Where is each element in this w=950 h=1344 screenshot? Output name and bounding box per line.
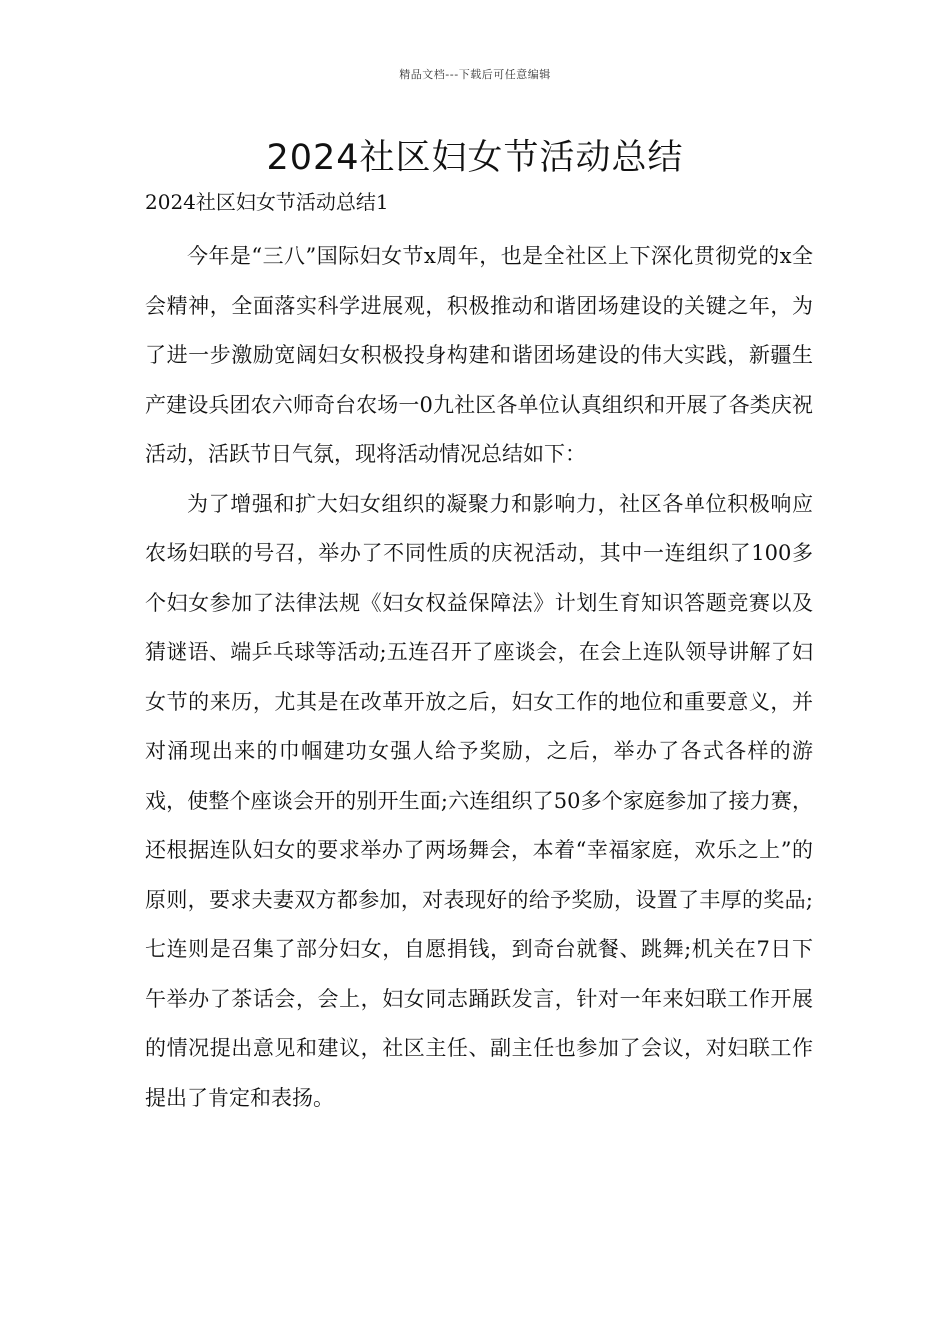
document-title: 2024社区妇女节活动总结 xyxy=(266,138,684,178)
document-body xyxy=(145,232,813,1123)
paragraph: 今年是“三八”国际妇女节x周年，也是全社区上下深化贯彻党的x全会精神，全面落实科学进展观，积极推动和谐团场建设的关键之年，为了进一步激励宽阔妇女积极投身构建和谐团场建设的伟大实践，新疆生产建设兵团农六师奇台农场一0九社区各单位认真组织和开展了各类庆祝活动，活跃节日气氛，现将活动情况总结如下： xyxy=(145,244,813,466)
document-subtitle: 2024社区妇女节活动总结1 xyxy=(145,190,389,214)
header-note: 精品文档---下载后可任意编辑 xyxy=(399,68,551,81)
paragraph: 为了增强和扩大妇女组织的凝聚力和影响力，社区各单位积极响应农场妇联的号召，举办了不同性质的庆祝活动，其中一连组织了100多个妇女参加了法律法规《妇女权益保障法》计划生育知识答题竞赛以及猜谜语、端乒乓球等活动;五连召开了座谈会，在会上连队领导讲解了妇女节的来历，尤其是在改革开放之后，妇女工作的地位和重要意义，并对涌现出来的巾帼建功女强人给予奖励，之后，举办了各式各样的游戏，使整个座谈会开的别开生面;六连组织了50多个家庭参加了接力赛，还根据连队妇女的要求举办了两场舞会，本着“幸福家庭，欢乐之上”的原则，要求夫妻双方都参加，对表现好的给予奖励，设置了丰厚的奖品;七连则是召集了部分妇女，自愿捐钱，到奇台就餐、跳舞;机关在7日下午举办了茶话会，会上，妇女同志踊跃发言，针对一年来妇联工作开展的情况提出意见和建议，社区主任、副主任也参加了会议，对妇联工作提出了肯定和表扬。 xyxy=(145,491,813,1110)
